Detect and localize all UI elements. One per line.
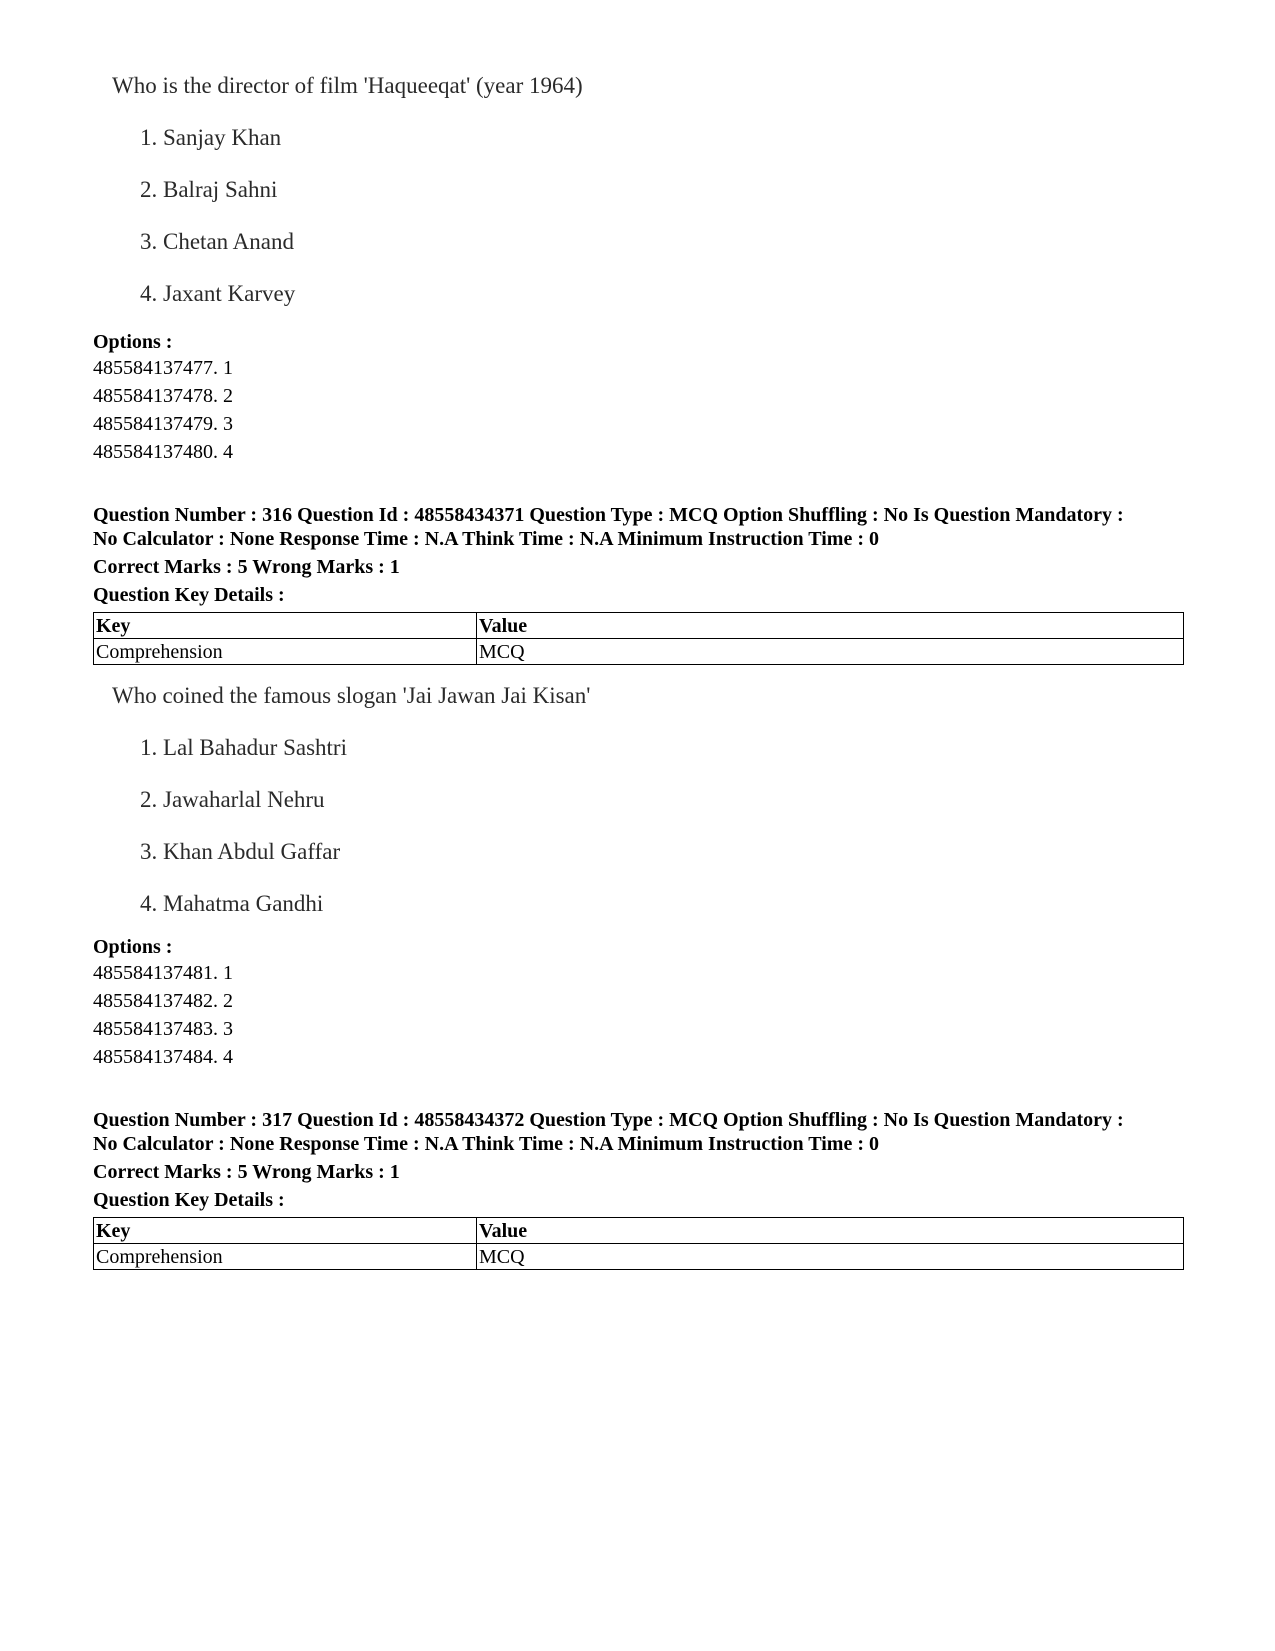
choice-4: 4. Mahatma Gandhi	[140, 891, 324, 916]
key-details-table-317	[93, 1217, 1184, 1270]
key-details-label: Question Key Details :	[93, 1189, 285, 1211]
key-details-table-316	[93, 612, 1184, 665]
key-details-label: Question Key Details :	[93, 584, 285, 606]
cell-key: Comprehension	[94, 1244, 477, 1270]
choice-4: 4. Jaxant Karvey	[140, 281, 296, 306]
options-list-315	[93, 330, 1183, 466]
question-meta-317	[93, 1108, 1183, 1212]
header-value: Value	[477, 1218, 1184, 1244]
options-list-316	[93, 935, 1183, 1071]
option-id-4: 485584137480. 4	[93, 441, 233, 463]
meta-line-2: No Calculator : None Response Time : N.A Think Time : N.A Minimum Instruction Time : 0	[93, 528, 879, 550]
option-id-1: 485584137477. 1	[93, 357, 233, 379]
choice-1: 1. Lal Bahadur Sashtri	[140, 735, 347, 760]
choice-3: 3. Khan Abdul Gaffar	[140, 839, 341, 864]
cell-value: MCQ	[477, 639, 1184, 665]
table-row	[94, 639, 1184, 665]
choice-2: 2. Balraj Sahni	[140, 177, 278, 202]
options-label: Options :	[93, 936, 173, 958]
table-header-row	[94, 1218, 1184, 1244]
question-text: Who is the director of film 'Haqueeqat' (year 1964)	[112, 73, 583, 98]
choice-1: 1. Sanjay Khan	[140, 125, 282, 150]
meta-line-2: No Calculator : None Response Time : N.A Think Time : N.A Minimum Instruction Time : 0	[93, 1133, 879, 1155]
cell-value: MCQ	[477, 1244, 1184, 1270]
question-meta-316	[93, 503, 1183, 607]
table-header-row	[94, 613, 1184, 639]
question-text: Who coined the famous slogan 'Jai Jawan Jai Kisan'	[112, 683, 591, 708]
option-id-4: 485584137484. 4	[93, 1046, 233, 1068]
option-id-2: 485584137482. 2	[93, 990, 233, 1012]
header-key: Key	[94, 1218, 477, 1244]
choice-3: 3. Chetan Anand	[140, 229, 294, 254]
choice-2: 2. Jawaharlal Nehru	[140, 787, 325, 812]
marks-line: Correct Marks : 5 Wrong Marks : 1	[93, 556, 400, 578]
option-id-3: 485584137479. 3	[93, 413, 233, 435]
option-id-1: 485584137481. 1	[93, 962, 233, 984]
options-label: Options :	[93, 331, 173, 353]
option-id-2: 485584137478. 2	[93, 385, 233, 407]
header-value: Value	[477, 613, 1184, 639]
meta-line-1: Question Number : 316 Question Id : 48558434371 Question Type : MCQ Option Shuffling : No Is Question Mandatory :	[93, 504, 1124, 526]
marks-line: Correct Marks : 5 Wrong Marks : 1	[93, 1161, 400, 1183]
table-row	[94, 1244, 1184, 1270]
option-id-3: 485584137483. 3	[93, 1018, 233, 1040]
meta-line-1: Question Number : 317 Question Id : 48558434372 Question Type : MCQ Option Shuffling : No Is Question Mandatory :	[93, 1109, 1124, 1131]
header-key: Key	[94, 613, 477, 639]
cell-key: Comprehension	[94, 639, 477, 665]
